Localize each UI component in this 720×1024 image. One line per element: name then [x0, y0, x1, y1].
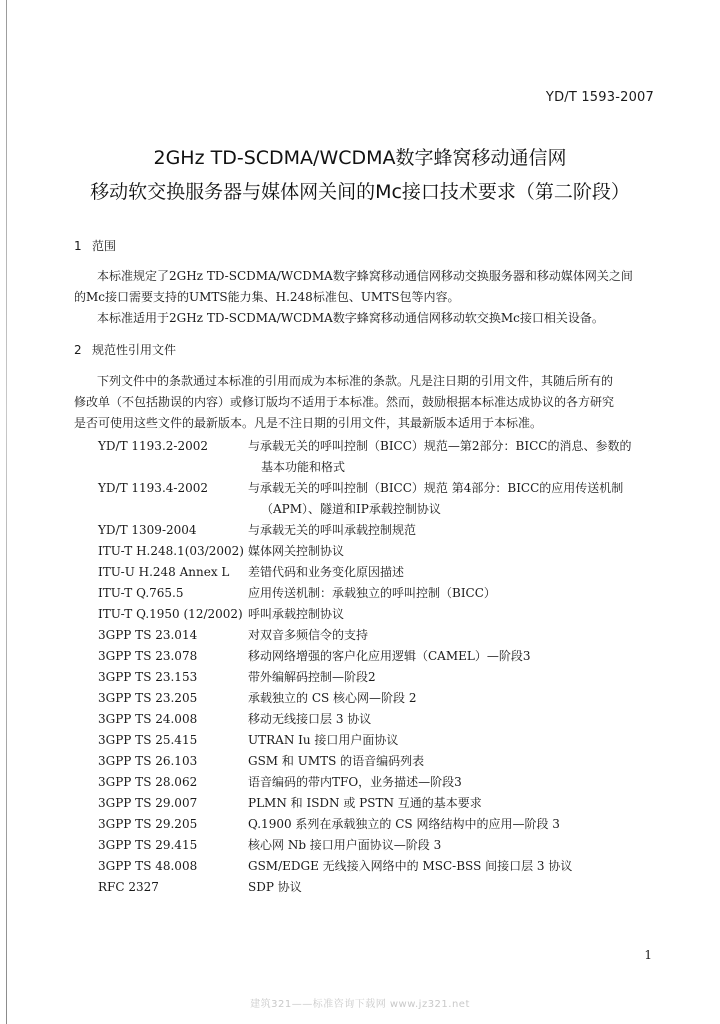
reference-title-text: GSM 和 UMTS 的语音编码列表	[248, 754, 425, 768]
reference-title	[248, 709, 688, 730]
reference-title-text: 呼叫承载控制协议	[248, 607, 345, 621]
reference-title	[248, 541, 688, 562]
reference-title-text: 核心网 Nb 接口用户面协议—阶段 3	[248, 838, 442, 852]
document-title-line-2: 移动软交换服务器与媒体网关间的Mc接口技术要求（第二阶段）	[90, 181, 630, 203]
reference-title-text: 差错代码和业务变化原因描述	[248, 565, 405, 579]
reference-title-text: PLMN 和 ISDN 或 PSTN 互通的基本要求	[248, 796, 482, 810]
reference-title-text: 媒体网关控制协议	[248, 544, 345, 558]
section-1-title: 范围	[92, 239, 117, 253]
intro-line-2: 修改单（不包括勘误的内容）或修订版均不适用于本标准。然而，鼓励根据本标准达成协议的各方研究	[74, 395, 615, 409]
reference-title-text: 与承载无关的呼叫承载控制规范	[248, 523, 417, 537]
section-1-body	[74, 266, 654, 329]
reference-code: ITU-T Q.1950 (12/2002)	[98, 607, 243, 621]
reference-title-text: 与承载无关的呼叫控制（BICC）规范 第4部分：BICC的应用传送机制	[248, 481, 624, 495]
reference-code: 3GPP TS 23.014	[98, 628, 198, 642]
page-number: 1	[644, 948, 652, 962]
reference-title-continuation: （APM）、隧道和IP承载控制协议	[261, 502, 441, 516]
section-1-heading	[74, 237, 116, 254]
reference-title	[248, 562, 688, 583]
normative-reference-list	[98, 436, 688, 898]
standard-number: YD/T 1593-2007	[545, 90, 654, 105]
intro-line-1: 下列文件中的条款通过本标准的引用而成为本标准的条款。凡是注日期的引用文件，其随后所有的	[97, 374, 614, 388]
reference-code: YD/T 1309-2004	[98, 523, 197, 537]
reference-row	[98, 562, 688, 583]
reference-code: RFC 2327	[98, 880, 159, 894]
reference-row	[98, 814, 688, 835]
reference-title	[248, 604, 688, 625]
reference-code: YD/T 1193.2-2002	[98, 439, 208, 453]
reference-title	[248, 436, 688, 478]
reference-title	[248, 835, 688, 856]
reference-row	[98, 646, 688, 667]
reference-code: 3GPP TS 25.415	[98, 733, 198, 747]
section-1-number: 1	[74, 239, 82, 253]
scope-paragraph-1-line-1: 本标准规定了2GHz TD-SCDMA/WCDMA数字蜂窝移动通信网移动交换服务器和移动媒体网关之间	[97, 269, 633, 283]
reference-row	[98, 751, 688, 772]
reference-title-text: UTRAN Iu 接口用户面协议	[248, 733, 399, 747]
reference-row	[98, 772, 688, 793]
section-2-intro	[74, 371, 654, 434]
reference-row	[98, 688, 688, 709]
reference-title	[248, 772, 688, 793]
reference-title	[248, 520, 688, 541]
reference-title-text: 与承载无关的呼叫控制（BICC）规范—第2部分：BICC的消息、参数的	[248, 439, 632, 453]
reference-row	[98, 436, 688, 478]
reference-title	[248, 646, 688, 667]
reference-title-text: 语音编码的带内TFO，业务描述—阶段3	[248, 775, 462, 789]
reference-row	[98, 877, 688, 898]
reference-row	[98, 541, 688, 562]
reference-row	[98, 625, 688, 646]
reference-row	[98, 667, 688, 688]
reference-code: 3GPP TS 29.415	[98, 838, 198, 852]
intro-line-3: 是否可使用这些文件的最新版本。凡是不注日期的引用文件，其最新版本适用于本标准。	[74, 416, 543, 430]
reference-title	[248, 793, 688, 814]
scope-paragraph-2: 本标准适用于2GHz TD-SCDMA/WCDMA数字蜂窝移动通信网移动软交换Mc接口相关设备。	[97, 311, 604, 325]
reference-title-text: SDP 协议	[248, 880, 302, 894]
section-2-title: 规范性引用文件	[92, 343, 177, 357]
reference-title	[248, 856, 688, 877]
reference-title	[248, 625, 688, 646]
section-2-number: 2	[74, 343, 82, 357]
reference-title	[248, 583, 688, 604]
reference-code: 3GPP TS 28.062	[98, 775, 198, 789]
reference-title-text: GSM/EDGE 无线接入网络中的 MSC-BSS 间接口层 3 协议	[248, 859, 573, 873]
scope-paragraph-1-line-2: 的Mc接口需要支持的UMTS能力集、H.248标准包、UMTS包等内容。	[74, 290, 460, 304]
reference-title-text: 应用传送机制：承载独立的呼叫控制（BICC）	[248, 586, 496, 600]
reference-title-continuation: 基本功能和格式	[261, 460, 346, 474]
reference-row	[98, 856, 688, 877]
reference-code: ITU-U H.248 Annex L	[98, 565, 230, 579]
reference-title	[248, 814, 688, 835]
reference-row	[98, 520, 688, 541]
reference-code: 3GPP TS 23.205	[98, 691, 198, 705]
reference-code: 3GPP TS 29.205	[98, 817, 198, 831]
reference-row	[98, 793, 688, 814]
reference-title	[248, 688, 688, 709]
reference-code: 3GPP TS 23.153	[98, 670, 198, 684]
reference-title	[248, 877, 688, 898]
reference-title	[248, 730, 688, 751]
reference-code: 3GPP TS 23.078	[98, 649, 198, 663]
reference-title-text: 移动网络增强的客户化应用逻辑（CAMEL）—阶段3	[248, 649, 531, 663]
reference-row	[98, 835, 688, 856]
reference-title-text: Q.1900 系列在承载独立的 CS 网络结构中的应用—阶段 3	[248, 817, 560, 831]
reference-row	[98, 583, 688, 604]
reference-code: 3GPP TS 29.007	[98, 796, 198, 810]
reference-title	[248, 667, 688, 688]
reference-title	[248, 478, 688, 520]
reference-code: 3GPP TS 48.008	[98, 859, 198, 873]
reference-row	[98, 604, 688, 625]
reference-title-text: 带外编解码控制—阶段2	[248, 670, 376, 684]
reference-code: ITU-T H.248.1(03/2002)	[98, 544, 244, 558]
section-2-heading	[74, 341, 176, 358]
reference-title-text: 移动无线接口层 3 协议	[248, 712, 372, 726]
reference-code: 3GPP TS 26.103	[98, 754, 198, 768]
reference-code: 3GPP TS 24.008	[98, 712, 198, 726]
reference-title-text: 承载独立的 CS 核心网—阶段 2	[248, 691, 417, 705]
reference-title-text: 对双音多频信令的支持	[248, 628, 369, 642]
document-title-line-1: 2GHz TD-SCDMA/WCDMA数字蜂窝移动通信网	[153, 147, 567, 169]
reference-row	[98, 478, 688, 520]
reference-code: YD/T 1193.4-2002	[98, 481, 208, 495]
reference-title	[248, 751, 688, 772]
download-site-watermark: 建筑321——标准咨询下载网 www.jz321.net	[250, 999, 470, 1010]
reference-code: ITU-T Q.765.5	[98, 586, 184, 600]
reference-row	[98, 709, 688, 730]
reference-row	[98, 730, 688, 751]
